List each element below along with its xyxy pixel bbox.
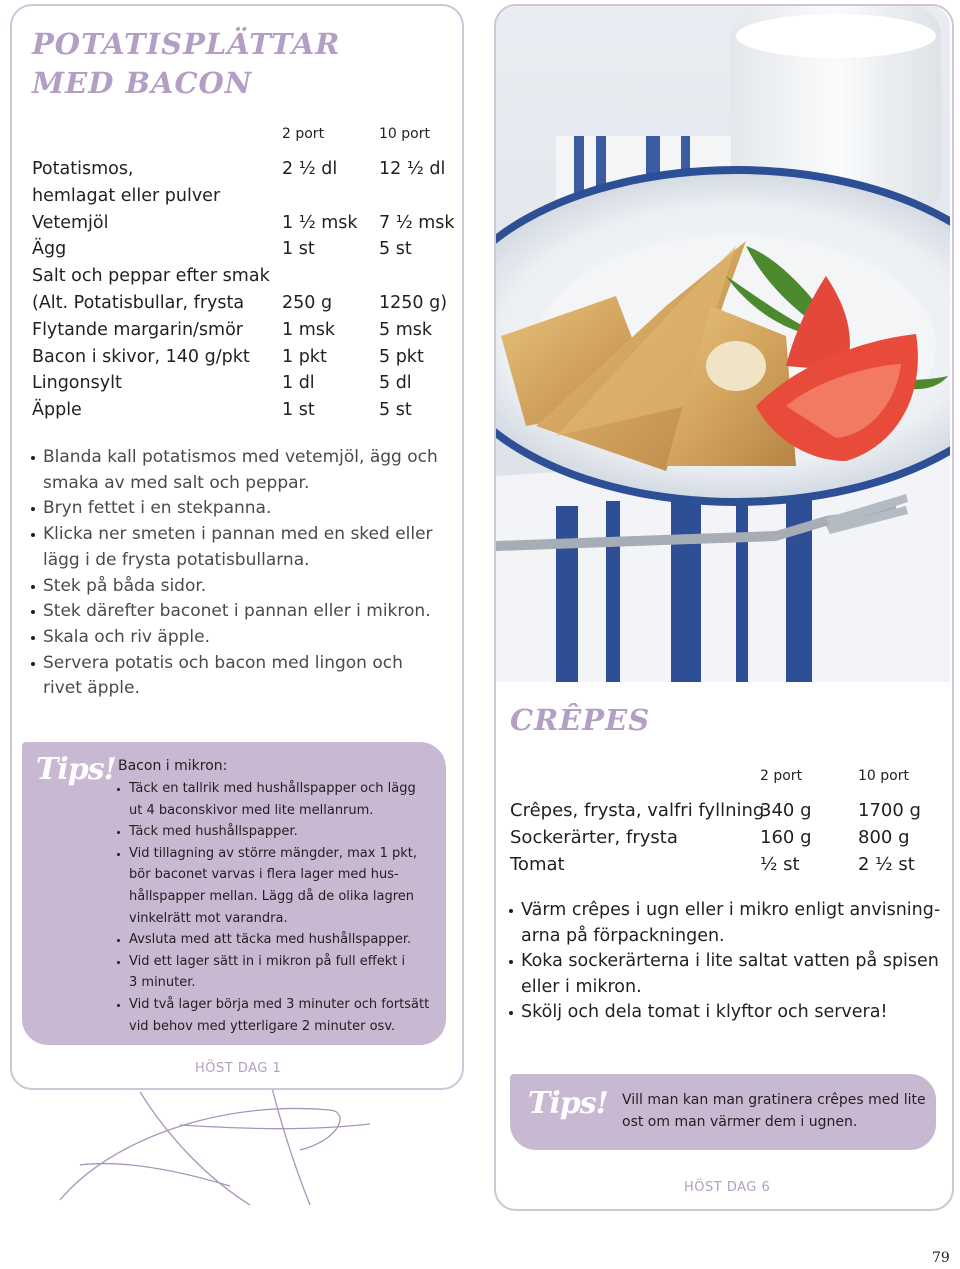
step-item [116, 951, 446, 994]
step-line: Blanda kall potatismos med vetemjöl, ägg och [43, 447, 438, 467]
ingredient-name: Flytande margarin/smör [32, 319, 243, 340]
col-header-10-port: 10 port [379, 126, 430, 142]
step-line: Värm crêpes i ugn eller i mikro enligt anvisning- [521, 900, 941, 920]
recipe-title-crepes: CRÊPES [510, 703, 651, 737]
step-line: Servera potatis och bacon med lingon och [43, 652, 403, 673]
qty-2-port: 1 ½ msk [282, 212, 358, 233]
col-header-2-port: 2 port [282, 126, 325, 142]
ingredient-row [32, 320, 462, 347]
qty-2-port: 1 pkt [282, 346, 327, 367]
step-line: Koka sockerärterna i lite saltat vatten på spisen [521, 951, 939, 971]
ingredient-name: (Alt. Potatisbullar, frysta [32, 292, 245, 313]
step-item [30, 625, 460, 651]
step-line: vid behov med ytterligare 2 minuter osv. [129, 1018, 396, 1034]
ingredient-name: Lingonsylt [32, 373, 122, 394]
qty-2-port: 1 st [282, 400, 315, 421]
page-number: 79 [932, 1250, 950, 1266]
qty-10-port: 1700 g [858, 800, 921, 821]
step-line: Vid två lager börja med 3 minuter och fortsätt [129, 996, 430, 1012]
step-line: smaka av med salt och peppar. [43, 472, 310, 493]
step-line: Vid ett lager sätt in i mikron på full effekt i [129, 953, 406, 969]
qty-10-port: 12 ½ dl [379, 159, 446, 179]
tips-text-crepes [622, 1089, 926, 1133]
step-line: Klicka ner smeten i pannan med en sked eller [43, 524, 433, 545]
ingredient-name: Potatismos, [32, 159, 134, 179]
ingredient-row [510, 827, 950, 854]
ingredient-row [32, 400, 462, 427]
qty-2-port: 2 ½ dl [282, 159, 338, 179]
ingredient-row [510, 854, 950, 881]
step-line: Skölj och dela tomat i klyftor och servera! [521, 1002, 888, 1022]
step-line: Skala och riv äpple. [43, 626, 210, 647]
qty-10-port: 2 ½ st [858, 853, 915, 875]
col-header-2-port-crepes: 2 port [760, 768, 803, 784]
recipe-title [32, 25, 340, 103]
qty-2-port: 1 st [282, 239, 315, 260]
ingredient-row [32, 293, 462, 320]
page-footer-crepes: HÖST DAG 6 [684, 1180, 771, 1195]
step-item [30, 651, 460, 702]
step-item [30, 522, 460, 573]
qty-2-port: 160 g [760, 826, 812, 848]
step-line: Bryn fettet i en stekpanna. [43, 498, 272, 519]
ingredient-row [32, 159, 462, 186]
qty-10-port: 5 pkt [379, 346, 424, 367]
step-item [30, 574, 460, 600]
tips-heading: Bacon i mikron: [118, 758, 228, 774]
ingredient-row [32, 239, 462, 266]
qty-2-port: ½ st [760, 853, 800, 875]
tips-text-line: Vill man kan man gratinera crêpes med lite [622, 1092, 926, 1108]
qty-10-port: 5 st [379, 239, 412, 260]
qty-10-port: 800 g [858, 826, 910, 848]
ingredient-row [32, 213, 462, 240]
step-line: Vid tillagning av större mängder, max 1 pkt, [129, 845, 417, 861]
qty-2-port: 1 dl [282, 373, 315, 394]
ingredient-list [32, 159, 462, 427]
ingredient-name: Sockerärter, frysta [510, 826, 678, 848]
ingredient-row [32, 373, 462, 400]
step-line: Avsluta med att täcka med hushållspapper. [129, 932, 412, 948]
instruction-list [30, 445, 460, 702]
tips-list [116, 778, 446, 1037]
step-item [116, 843, 446, 929]
ingredient-row [32, 266, 462, 293]
step-item [116, 929, 446, 951]
step-line: vinkelrätt mot varandra. [129, 910, 288, 926]
step-line: rivet äpple. [43, 678, 140, 699]
step-line: hållspapper mellan. Lägg då de olika lagren [129, 888, 415, 904]
qty-10-port: 1250 g) [379, 292, 448, 313]
title-line-1: POTATISPLÄTTAR [32, 27, 341, 61]
step-item [116, 821, 446, 843]
step-line: arna på förpackningen. [521, 925, 725, 946]
step-line: Täck en tallrik med hushållspapper och lägg [129, 781, 416, 796]
step-line: lägg i de frysta potatisbullarna. [43, 549, 310, 570]
tips-label-crepes: Tips! [528, 1086, 608, 1121]
col-header-10-port-crepes: 10 port [858, 768, 909, 784]
step-item [116, 778, 446, 821]
ingredient-name: Bacon i skivor, 140 g/pkt [32, 346, 250, 367]
ingredient-name: Salt och peppar efter smak [32, 266, 270, 287]
ingredient-row [32, 186, 462, 213]
step-line: ut 4 baconskivor med lite mellanrum. [129, 802, 374, 818]
qty-10-port: 5 dl [379, 373, 412, 394]
step-item [116, 994, 446, 1037]
title-line-2: MED BACON [32, 66, 253, 100]
qty-2-port: 1 msk [282, 319, 335, 340]
qty-10-port: 5 msk [379, 319, 432, 340]
ingredient-name: Vetemjöl [32, 212, 109, 233]
step-line: bör baconet varvas i flera lager med hus- [129, 867, 399, 883]
step-line: Stek på båda sidor. [43, 575, 207, 596]
step-item [508, 898, 948, 949]
step-line: Täck med hushållspapper. [129, 824, 298, 840]
ingredient-name: Ägg [32, 239, 67, 260]
step-item [30, 599, 460, 625]
step-item [508, 1000, 948, 1026]
step-line: eller i mikron. [521, 976, 642, 997]
step-item [30, 496, 460, 522]
ingredient-row [510, 800, 950, 827]
step-line: 3 minuter. [129, 975, 196, 991]
qty-10-port: 5 st [379, 400, 412, 421]
qty-10-port: 7 ½ msk [379, 212, 455, 233]
food-photo [496, 6, 950, 682]
ingredient-name: Crêpes, frysta, valfri fyllning [510, 800, 765, 821]
ingredient-name: Tomat [510, 853, 565, 875]
qty-2-port: 340 g [760, 800, 812, 821]
ingredient-name: Äpple [32, 400, 82, 421]
qty-2-port: 250 g [282, 292, 333, 313]
page-footer: HÖST DAG 1 [195, 1061, 282, 1076]
tips-text-line: ost om man värmer dem i ugnen. [622, 1114, 858, 1130]
ingredient-list-crepes [510, 800, 950, 880]
instruction-list-crepes [508, 898, 948, 1026]
ingredient-row [32, 347, 462, 374]
tips-label: Tips! [36, 752, 116, 787]
step-item [30, 445, 460, 496]
step-item [508, 949, 948, 1000]
step-line: Stek därefter baconet i pannan eller i mikron. [43, 601, 431, 622]
ingredient-name: hemlagat eller pulver [32, 185, 221, 206]
